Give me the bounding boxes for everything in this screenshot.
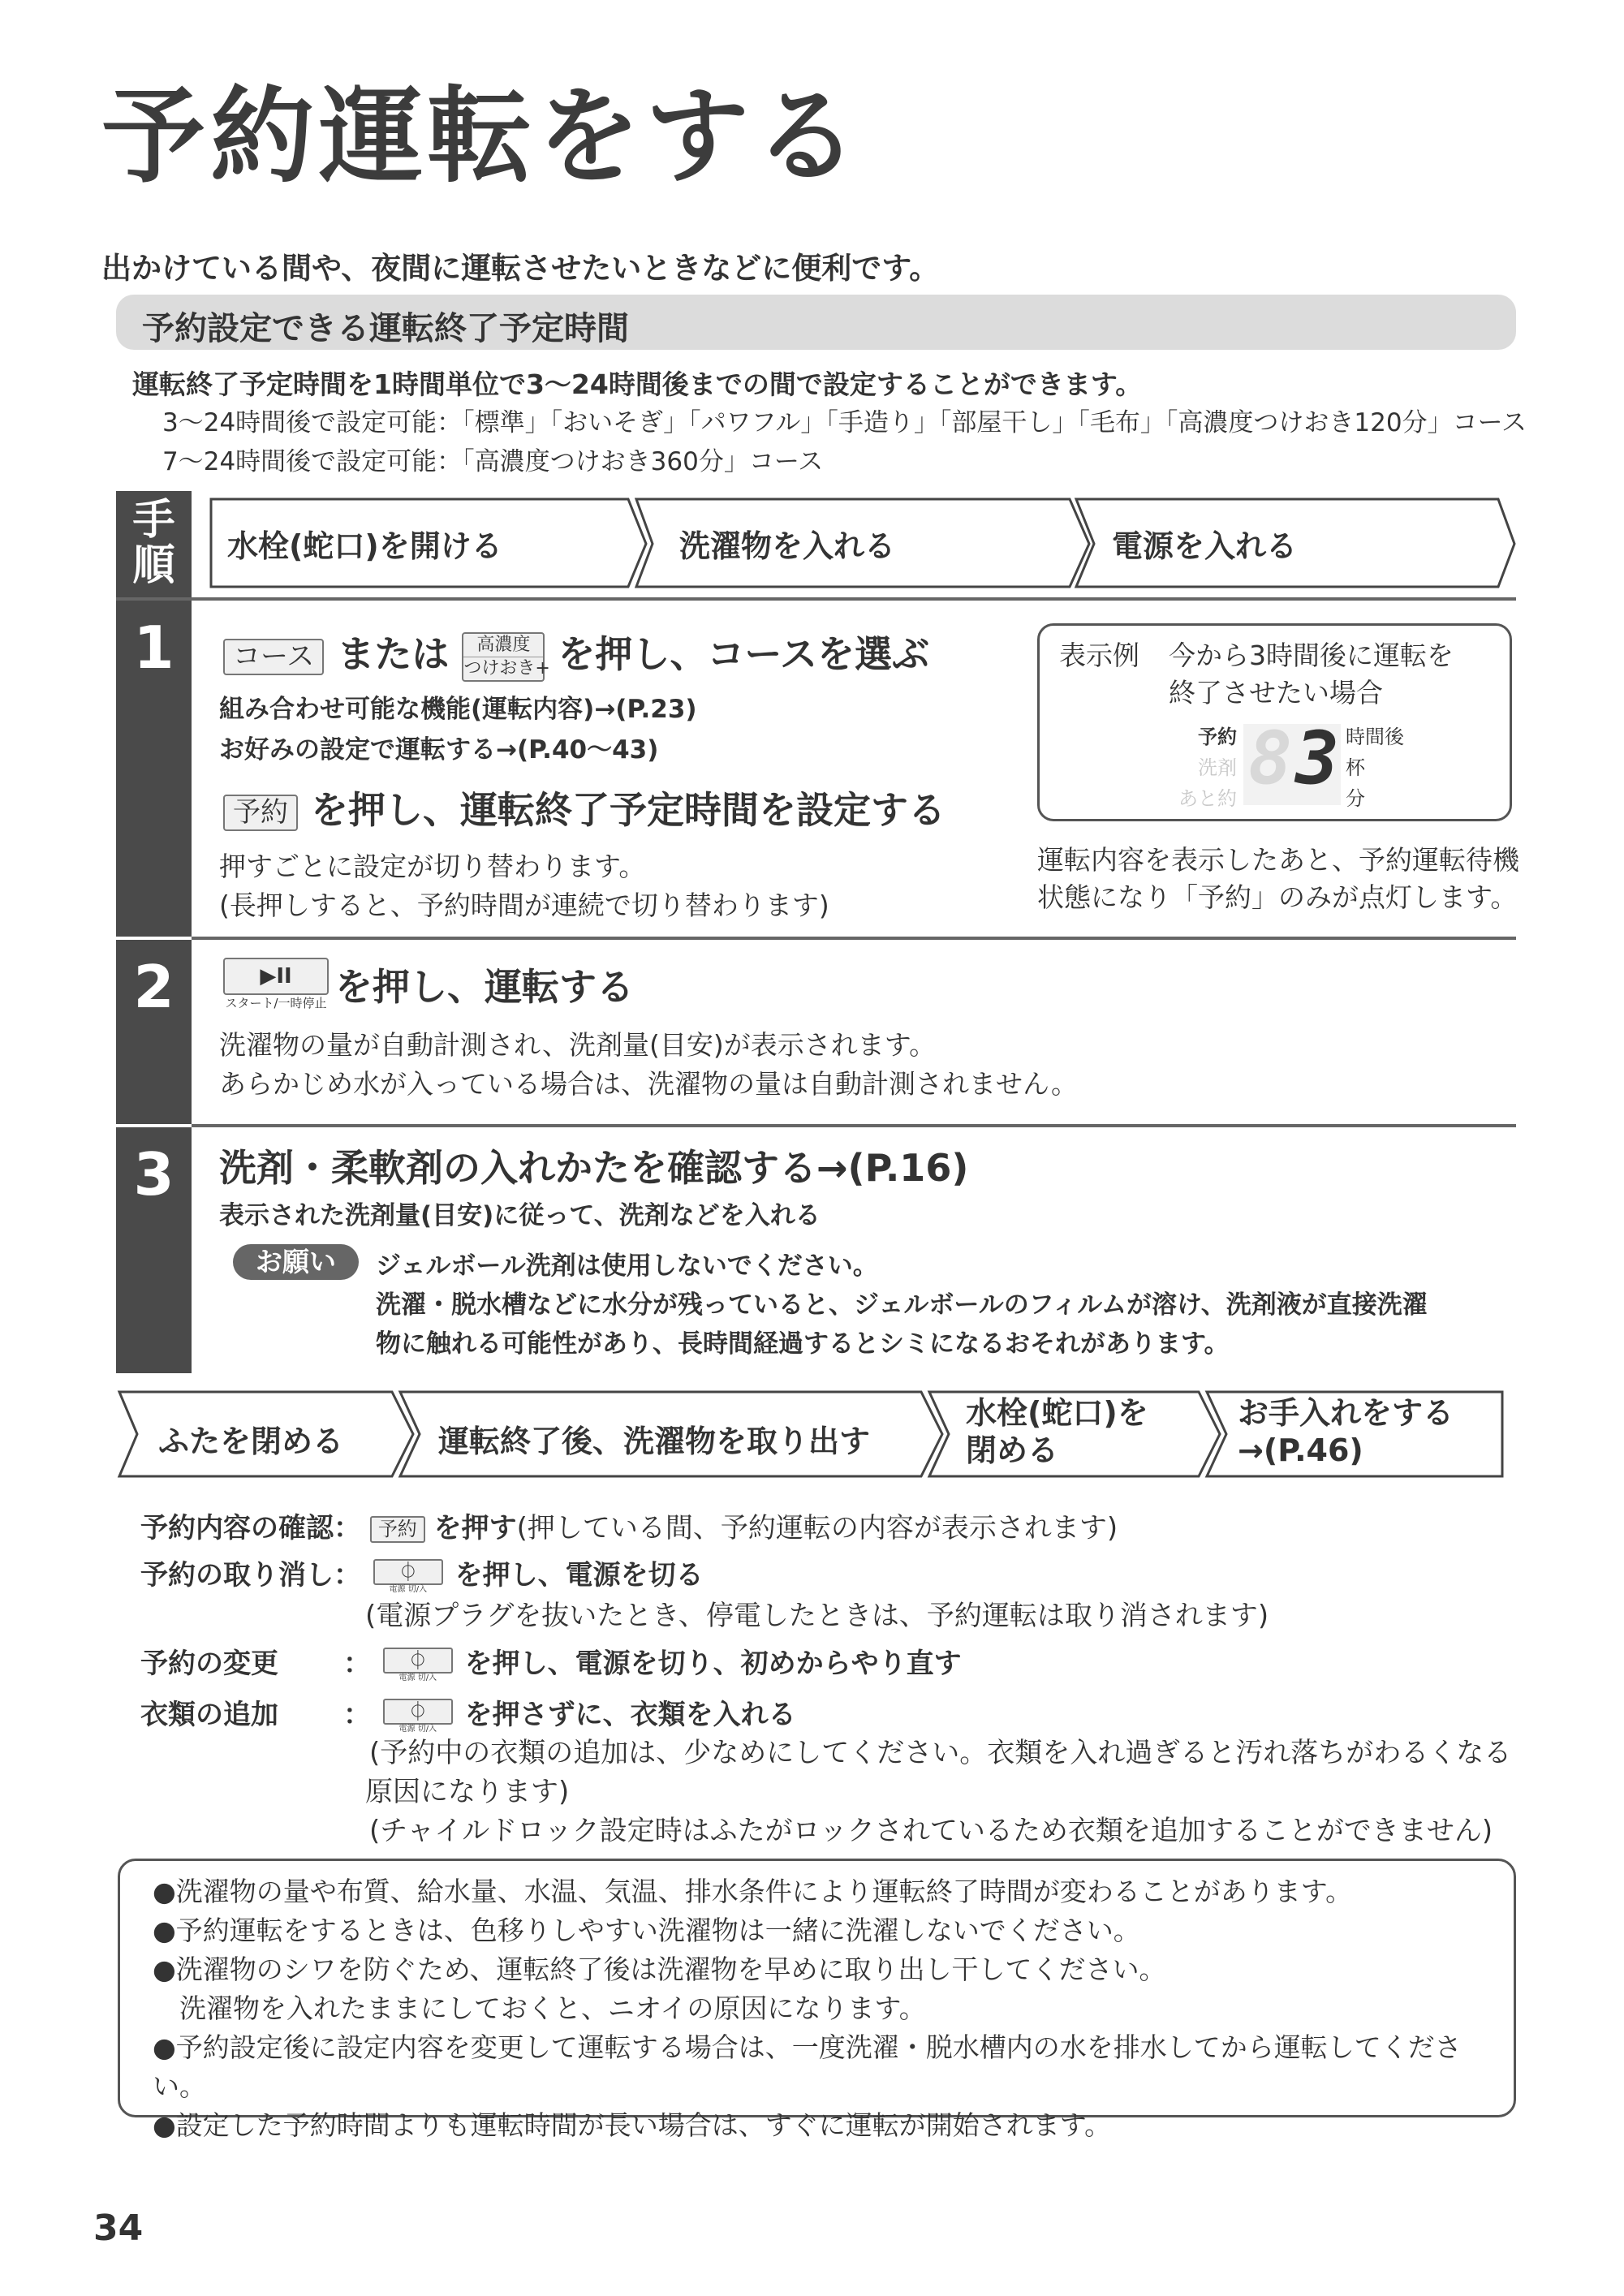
flow2-close-lid: ふたを閉める [158, 1424, 344, 1459]
power-button[interactable]: ⏀ 電源 切/入 [383, 1699, 453, 1734]
koudo-tsukeoki-button[interactable]: 高濃度 つけおき+ [462, 632, 545, 682]
section-title: 予約設定できる運転終了予定時間 [142, 310, 629, 347]
option-add: 衣類の追加 ： ⏀ 電源 切/入 を押さずに、衣類を入れる [140, 1699, 796, 1734]
display-note2: 状態になり「予約」のみが点灯します。 [1037, 881, 1518, 913]
display-example-desc1: 今から3時間後に運転を [1169, 640, 1454, 671]
note-item: ●予約運転をするときは、色移りしやすい洗濯物は一緒に洗濯しないでください。 [153, 1915, 1140, 1946]
option-cancel-note: (電源プラグを抜いたとき、停電したときは、予約運転は取り消されます) [365, 1600, 1269, 1632]
step1-heading-a: コース または 高濃度 つけおき+ を押し、コースを選ぶ [223, 625, 929, 682]
step1-sub1: 組み合わせ可能な機能(運転内容)→(P.23) [219, 695, 697, 724]
step3-sub: 表示された洗剤量(目安)に従って、洗剤などを入れる [219, 1201, 821, 1230]
condition-text: 運転終了予定時間を1時間単位で3〜24時間後までの間で設定することができます。 [132, 368, 1143, 400]
display-left-yoyaku: 予約 [1198, 726, 1237, 748]
note-item: ●洗濯物の量や布質、給水量、水温、気温、排水条件により運転終了時間が変わることがあります。 [153, 1876, 1353, 1907]
power-icon: ⏀ [383, 1699, 453, 1725]
display-right-hai: 杯 [1346, 756, 1365, 779]
note-item: ●洗濯物のシワを防ぐため、運転終了後は洗濯物を早めに取り出し干してください。 [153, 1954, 1166, 1985]
step1-text2: (長押しすると、予約時間が連続で切り替わります) [219, 890, 829, 921]
power-icon: ⏀ [373, 1559, 443, 1585]
divider [192, 1124, 1516, 1127]
step3-number: 3 [133, 1140, 174, 1208]
option-cancel: 予約の取り消し： ⏀ 電源 切/入 を押し、電源を切る [140, 1559, 704, 1594]
step1-heading-b: 予約 を押し、運転終了予定時間を設定する [223, 781, 946, 834]
option-add-note1: (予約中の衣類の追加は、少なめにしてください。衣類を入れ過ぎると汚れ落ちがわるくなる [369, 1737, 1512, 1769]
yoyaku-button[interactable]: 予約 [223, 795, 298, 831]
step2-text1: 洗濯物の量が自動計測され、洗剤量(目安)が表示されます。 [219, 1029, 937, 1061]
segment-digit-dim: 8 [1248, 716, 1293, 801]
step1-number: 1 [133, 614, 174, 682]
note-item: ●予約設定後に設定内容を変更して運転する場合は、一度洗濯・脱水槽内の水を排水してから運転してください。 [153, 2031, 1462, 2102]
start-pause-button[interactable] [223, 958, 329, 1011]
option-add-note3: (チャイルドロック設定時はふたがロックされているため衣類を追加することができません) [369, 1815, 1493, 1847]
power-button[interactable]: ⏀ 電源 切/入 [383, 1648, 453, 1683]
step3-sidebar [116, 1127, 192, 1373]
step1-sidebar [116, 601, 192, 937]
play-pause-icon: ▶II [223, 958, 329, 995]
note-item: 洗濯物を入れたままにしておくと、ニオイの原因になります。 [153, 1992, 926, 2024]
display-left-senzai: 洗剤 [1198, 756, 1237, 779]
segment-digit-3: 3 [1295, 716, 1340, 801]
step2-text2: あらかじめ水が入っている場合は、洗濯物の量は自動計測されません。 [219, 1068, 1078, 1100]
display-example-label: 表示例 [1059, 640, 1139, 671]
option-confirm: 予約内容の確認： 予約 を押す(押している間、予約運転の内容が表示されます) [140, 1512, 1118, 1544]
available-courses-2: 7〜24時間後で設定可能：「高濃度つけおき360分」コース [162, 447, 824, 476]
intro-text: 出かけている間や、夜間に運転させたいときなどに便利です。 [101, 251, 940, 286]
power-button[interactable]: ⏀ 電源 切/入 [373, 1559, 443, 1595]
warning-line3: 物に触れる可能性があり、長時間経過するとシミになるおそれがあります。 [376, 1329, 1230, 1359]
display-left-atoyaku: あと約 [1178, 787, 1237, 810]
display-right-fun: 分 [1346, 787, 1365, 810]
option-change: 予約の変更 ： ⏀ 電源 切/入 を押し、電源を切り、初めからやり直す [140, 1648, 962, 1682]
note-item: ●設定した予約時間よりも運転時間が長い場合は、すぐに運転が開始されます。 [153, 2109, 1112, 2141]
step1-sub2: お好みの設定で運転する→(P.40〜43) [219, 735, 659, 765]
page-number: 34 [93, 2208, 144, 2249]
notes-box [118, 1859, 1516, 2141]
flow-item-open-tap: 水栓(蛇口)を開ける [227, 528, 502, 564]
page-title: 予約運転をする [101, 76, 864, 197]
option-add-note2: 原因になります) [365, 1776, 570, 1808]
procedure-label: 手 順 [116, 491, 192, 597]
available-courses-1: 3〜24時間後で設定可能：「標準」「おいそぎ」「パワフル」「手造り」「部屋干し」「毛布」「高濃度つけおき120分」コース [162, 408, 1527, 437]
power-icon: ⏀ [383, 1648, 453, 1674]
display-note1: 運転内容を表示したあと、予約運転待機 [1037, 844, 1519, 876]
divider [116, 597, 1516, 601]
divider [192, 937, 1516, 940]
step1-text1: 押すごとに設定が切り替わります。 [219, 851, 646, 882]
flow2-maintenance: お手入れをする →(P.46) [1238, 1395, 1454, 1468]
flow-item-load-laundry: 洗濯物を入れる [679, 528, 896, 564]
course-button[interactable]: コース [223, 639, 324, 675]
flow2-take-out: 運転終了後、洗濯物を取り出す [438, 1424, 871, 1459]
warning-line1: ジェルボール洗剤は使用しないでください。 [376, 1251, 878, 1281]
start-pause-label: スタート/一時停止 [225, 996, 327, 1010]
flow2-close-tap: 水栓(蛇口)を 閉める [966, 1395, 1148, 1468]
warning-line2: 洗濯・脱水槽などに水分が残っていると、ジェルボールのフィルムが溶け、洗剤液が直接洗濯 [376, 1290, 1428, 1320]
step2-heading: を押し、運転する [335, 965, 634, 1009]
flow-item-power-on: 電源を入れる [1112, 528, 1298, 564]
step3-heading: 洗剤・柔軟剤の入れかたを確認する→(P.16) [219, 1146, 969, 1190]
display-right-jikango: 時間後 [1346, 726, 1404, 748]
request-badge: お願い [233, 1244, 359, 1280]
step2-number: 2 [133, 953, 174, 1021]
display-example-desc2: 終了させたい場合 [1169, 677, 1383, 709]
yoyaku-button-small[interactable]: 予約 [370, 1516, 425, 1542]
step2-sidebar [116, 940, 192, 1124]
